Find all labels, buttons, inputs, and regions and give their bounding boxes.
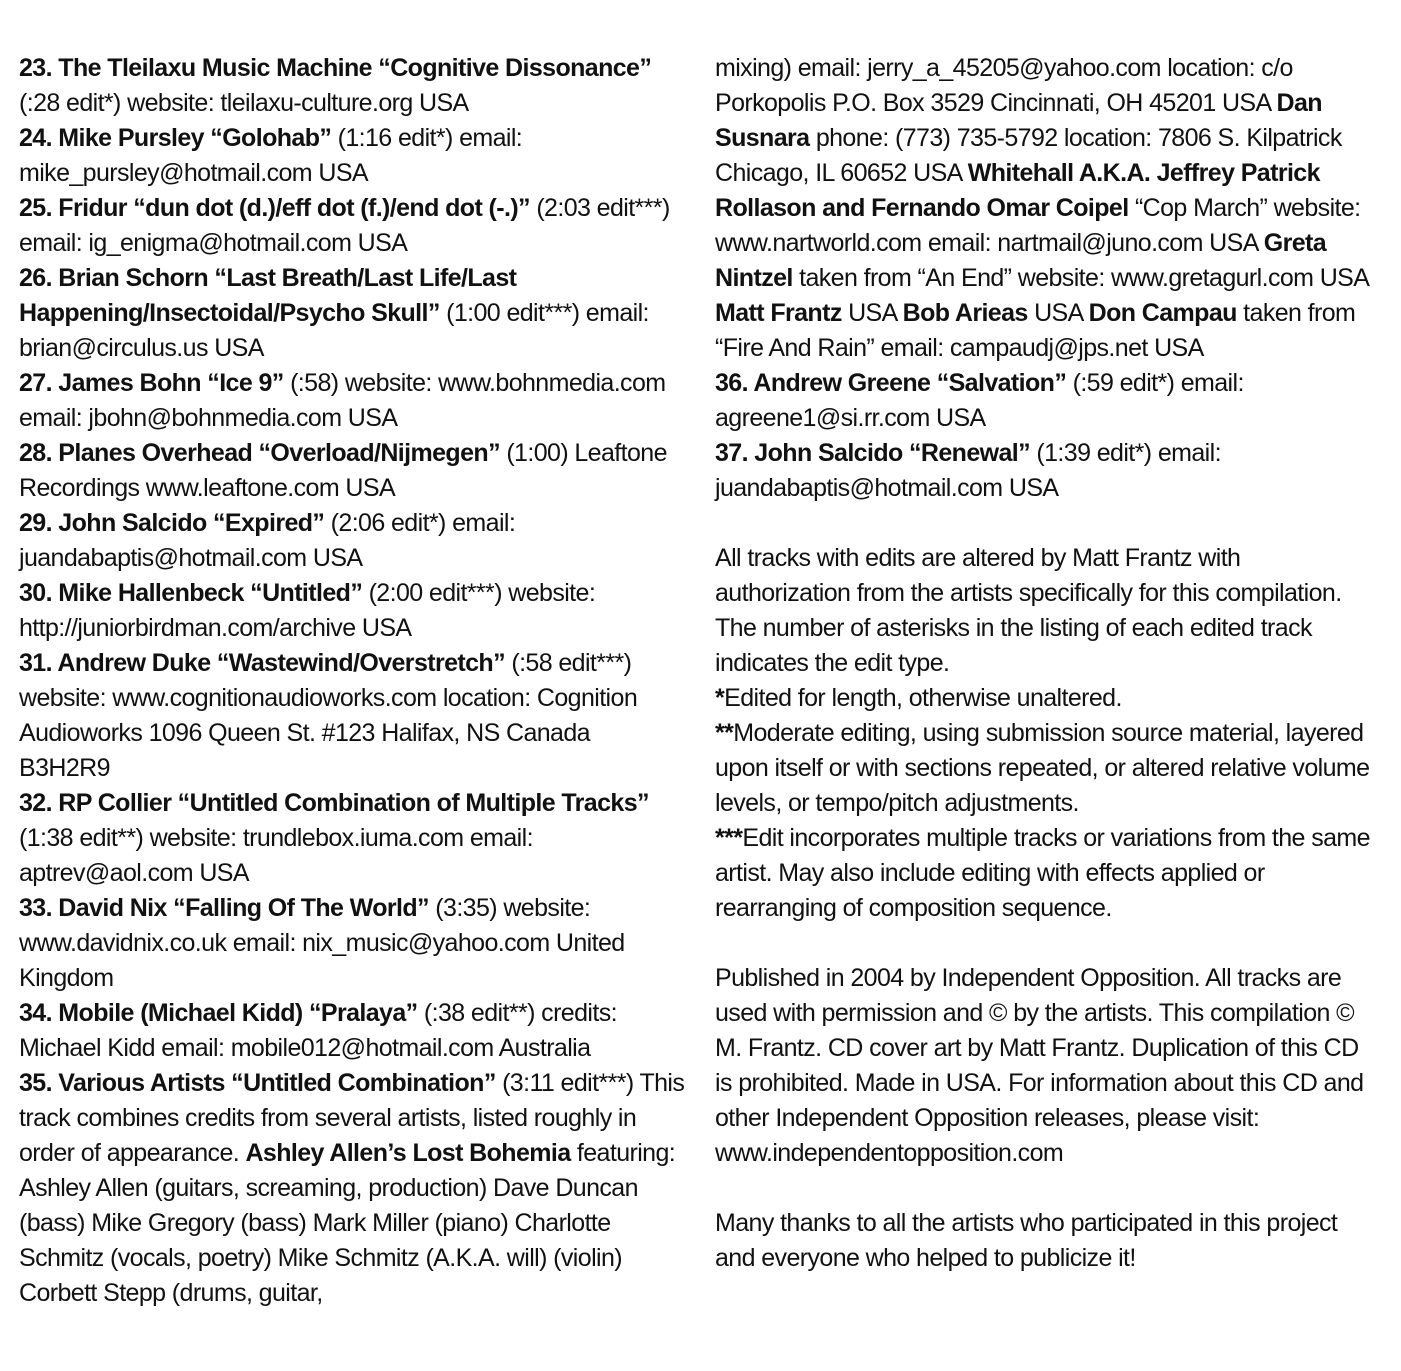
- track-credits: taken from “Fire And Rain” email: campaudj@jps.net USA: [715, 299, 1356, 362]
- paragraph-gap: [715, 506, 1381, 541]
- track-entry-29: [19, 506, 687, 576]
- artist-name: Matt Frantz: [715, 299, 842, 327]
- track-details: (:59 edit*) email: agreene1@si.rr.com USA: [715, 369, 1244, 432]
- track-title: 23. The Tleilaxu Music Machine “Cognitive Dissonance”: [19, 54, 652, 82]
- right-column: [715, 51, 1381, 1276]
- thanks-note: Many thanks to all the artists who participated in this project and everyone who helped to publicize it!: [715, 1209, 1338, 1272]
- track-entry-37: [715, 436, 1381, 506]
- track-title: 29. John Salcido “Expired”: [19, 509, 325, 537]
- edit-type-description: Edit incorporates multiple tracks or variations from the same artist. May also include editing with effects applied or rearranging of composition sequence.: [715, 824, 1370, 922]
- track-details: (3:35) website: www.davidnix.co.uk email: nix_music@yahoo.com United Kingdom: [19, 894, 625, 992]
- track-details: (:28 edit*) website: tleilaxu-culture.org USA: [19, 89, 469, 117]
- track-entry-25: [19, 191, 687, 261]
- track-title: 30. Mike Hallenbeck “Untitled”: [19, 579, 363, 607]
- edits-intro: All tracks with edits are altered by Matt Frantz with authorization from the artists specifically for this compilation. The number of asterisks in the listing of each edited track indicates the edit type.: [715, 544, 1342, 677]
- track-title: 32. RP Collier “Untitled Combination of Multiple Tracks”: [19, 789, 649, 817]
- track-title: 26. Brian Schorn “Last Breath/Last Life/Last Happening/Insectoidal/Psycho Skull”: [19, 264, 517, 327]
- track-credits: USA: [841, 299, 903, 327]
- track-entry-36: [715, 366, 1381, 436]
- track-details: (:38 edit**) credits: Michael Kidd email: mobile012@hotmail.com Australia: [19, 999, 617, 1062]
- track-entry-33: [19, 891, 687, 996]
- track-details: (:58) website: www.bohnmedia.com email: jbohn@bohnmedia.com USA: [19, 369, 666, 432]
- track-credits: phone: (773) 735-5792 location: 7806 S. Kilpatrick Chicago, IL 60652 USA: [715, 124, 1342, 187]
- track-title: 37. John Salcido “Renewal”: [715, 439, 1031, 467]
- track-title: 27. James Bohn “Ice 9”: [19, 369, 284, 397]
- asterisk-marker: **: [715, 719, 734, 747]
- artist-name: Whitehall A.K.A. Jeffrey Patrick Rollason and Fernando Omar Coipel: [715, 159, 1320, 222]
- track-title: 25. Fridur “dun dot (d.)/eff dot (f.)/end dot (-.)”: [19, 194, 530, 222]
- track-details: (:58 edit***) website: www.cognitionaudioworks.com location: Cognition Audioworks 1096 Queen St. #123 Halifax, NS Canada B3H2R9: [19, 649, 638, 782]
- track-entry-32: [19, 786, 687, 891]
- track-credits: featuring: Ashley Allen (guitars, screaming, production) Dave Duncan (bass) Mike Gregory (bass) Mark Miller (piano) Charlotte Schmitz (vocals, poetry) Mike Schmitz (A.K.A. will) (violin) Corbett Stepp (drums, guitar,: [19, 1139, 676, 1307]
- edit-type-description: Moderate editing, using submission source material, layered upon itself or with sections repeated, or altered relative volume levels, or tempo/pitch adjustments.: [715, 719, 1370, 817]
- artist-name: Ashley Allen’s Lost Bohemia: [245, 1139, 571, 1167]
- asterisk-marker: ***: [715, 824, 743, 852]
- edit-type-two: [715, 716, 1381, 821]
- track-entry-30: [19, 576, 687, 646]
- track-details: (1:00) Leaftone Recordings www.leaftone.com USA: [19, 439, 667, 502]
- track-entry-26: [19, 261, 687, 366]
- track-title: 35. Various Artists “Untitled Combination”: [19, 1069, 496, 1097]
- track-title: 24. Mike Pursley “Golohab”: [19, 124, 332, 152]
- track-entry-35-continued: [715, 51, 1381, 366]
- left-column: [19, 51, 687, 1311]
- track-title: 31. Andrew Duke “Wastewind/Overstretch”: [19, 649, 505, 677]
- track-title: 36. Andrew Greene “Salvation”: [715, 369, 1067, 397]
- artist-name: Don Campau: [1088, 299, 1237, 327]
- track-entry-35: [19, 1066, 687, 1311]
- artist-name: Dan Susnara: [715, 89, 1322, 152]
- track-entry-34: [19, 996, 687, 1066]
- track-details: (2:00 edit***) website: http://juniorbirdman.com/archive USA: [19, 579, 596, 642]
- track-credits: mixing) email: jerry_a_45205@yahoo.com location: c/o Porkopolis P.O. Box 3529 Cincinnati, OH 45201 USA: [715, 54, 1293, 117]
- track-title: 28. Planes Overhead “Overload/Nijmegen”: [19, 439, 500, 467]
- asterisk-marker: *: [715, 684, 725, 712]
- publication-notice: Published in 2004 by Independent Opposition. All tracks are used with permission and © by the artists. This compilation © M. Frantz. CD cover art by Matt Frantz. Duplication of this CD is prohibited. Made in USA. For information about this CD and other Independent Opposition releases, please visit: www.independentopposition.com: [715, 964, 1364, 1167]
- track-details: (1:00 edit***) email: brian@circulus.us USA: [19, 299, 649, 362]
- track-details: (2:03 edit***) email: ig_enigma@hotmail.com USA: [19, 194, 670, 257]
- track-credits: taken from “An End” website: www.gretagurl.com USA: [792, 264, 1368, 292]
- edit-type-one: [715, 681, 1381, 716]
- artist-name: Greta Nintzel: [715, 229, 1327, 292]
- artist-name: Bob Arieas: [902, 299, 1028, 327]
- track-credits: USA: [1027, 299, 1089, 327]
- track-entry-31: [19, 646, 687, 786]
- paragraph-gap: [715, 1171, 1381, 1206]
- track-credits: “Cop March” website: www.nartworld.com email: nartmail@juno.com USA: [715, 194, 1361, 257]
- track-details: (1:39 edit*) email: juandabaptis@hotmail.com USA: [715, 439, 1221, 502]
- track-entry-28: [19, 436, 687, 506]
- track-entry-27: [19, 366, 687, 436]
- track-details: (3:11 edit***) This track combines credits from several artists, listed roughly in order of appearance.: [19, 1069, 685, 1167]
- track-entry-24: [19, 121, 687, 191]
- track-details: (1:38 edit**) website: trundlebox.iuma.com email: aptrev@aol.com USA: [19, 824, 533, 887]
- track-title: 34. Mobile (Michael Kidd) “Pralaya”: [19, 999, 418, 1027]
- edit-type-description: Edited for length, otherwise unaltered.: [724, 684, 1122, 712]
- track-details: (1:16 edit*) email: mike_pursley@hotmail.com USA: [19, 124, 523, 187]
- track-title: 33. David Nix “Falling Of The World”: [19, 894, 429, 922]
- edit-type-three: [715, 821, 1381, 926]
- paragraph-gap: [715, 926, 1381, 961]
- track-details: (2:06 edit*) email: juandabaptis@hotmail.com USA: [19, 509, 516, 572]
- track-entry-23: [19, 51, 687, 121]
